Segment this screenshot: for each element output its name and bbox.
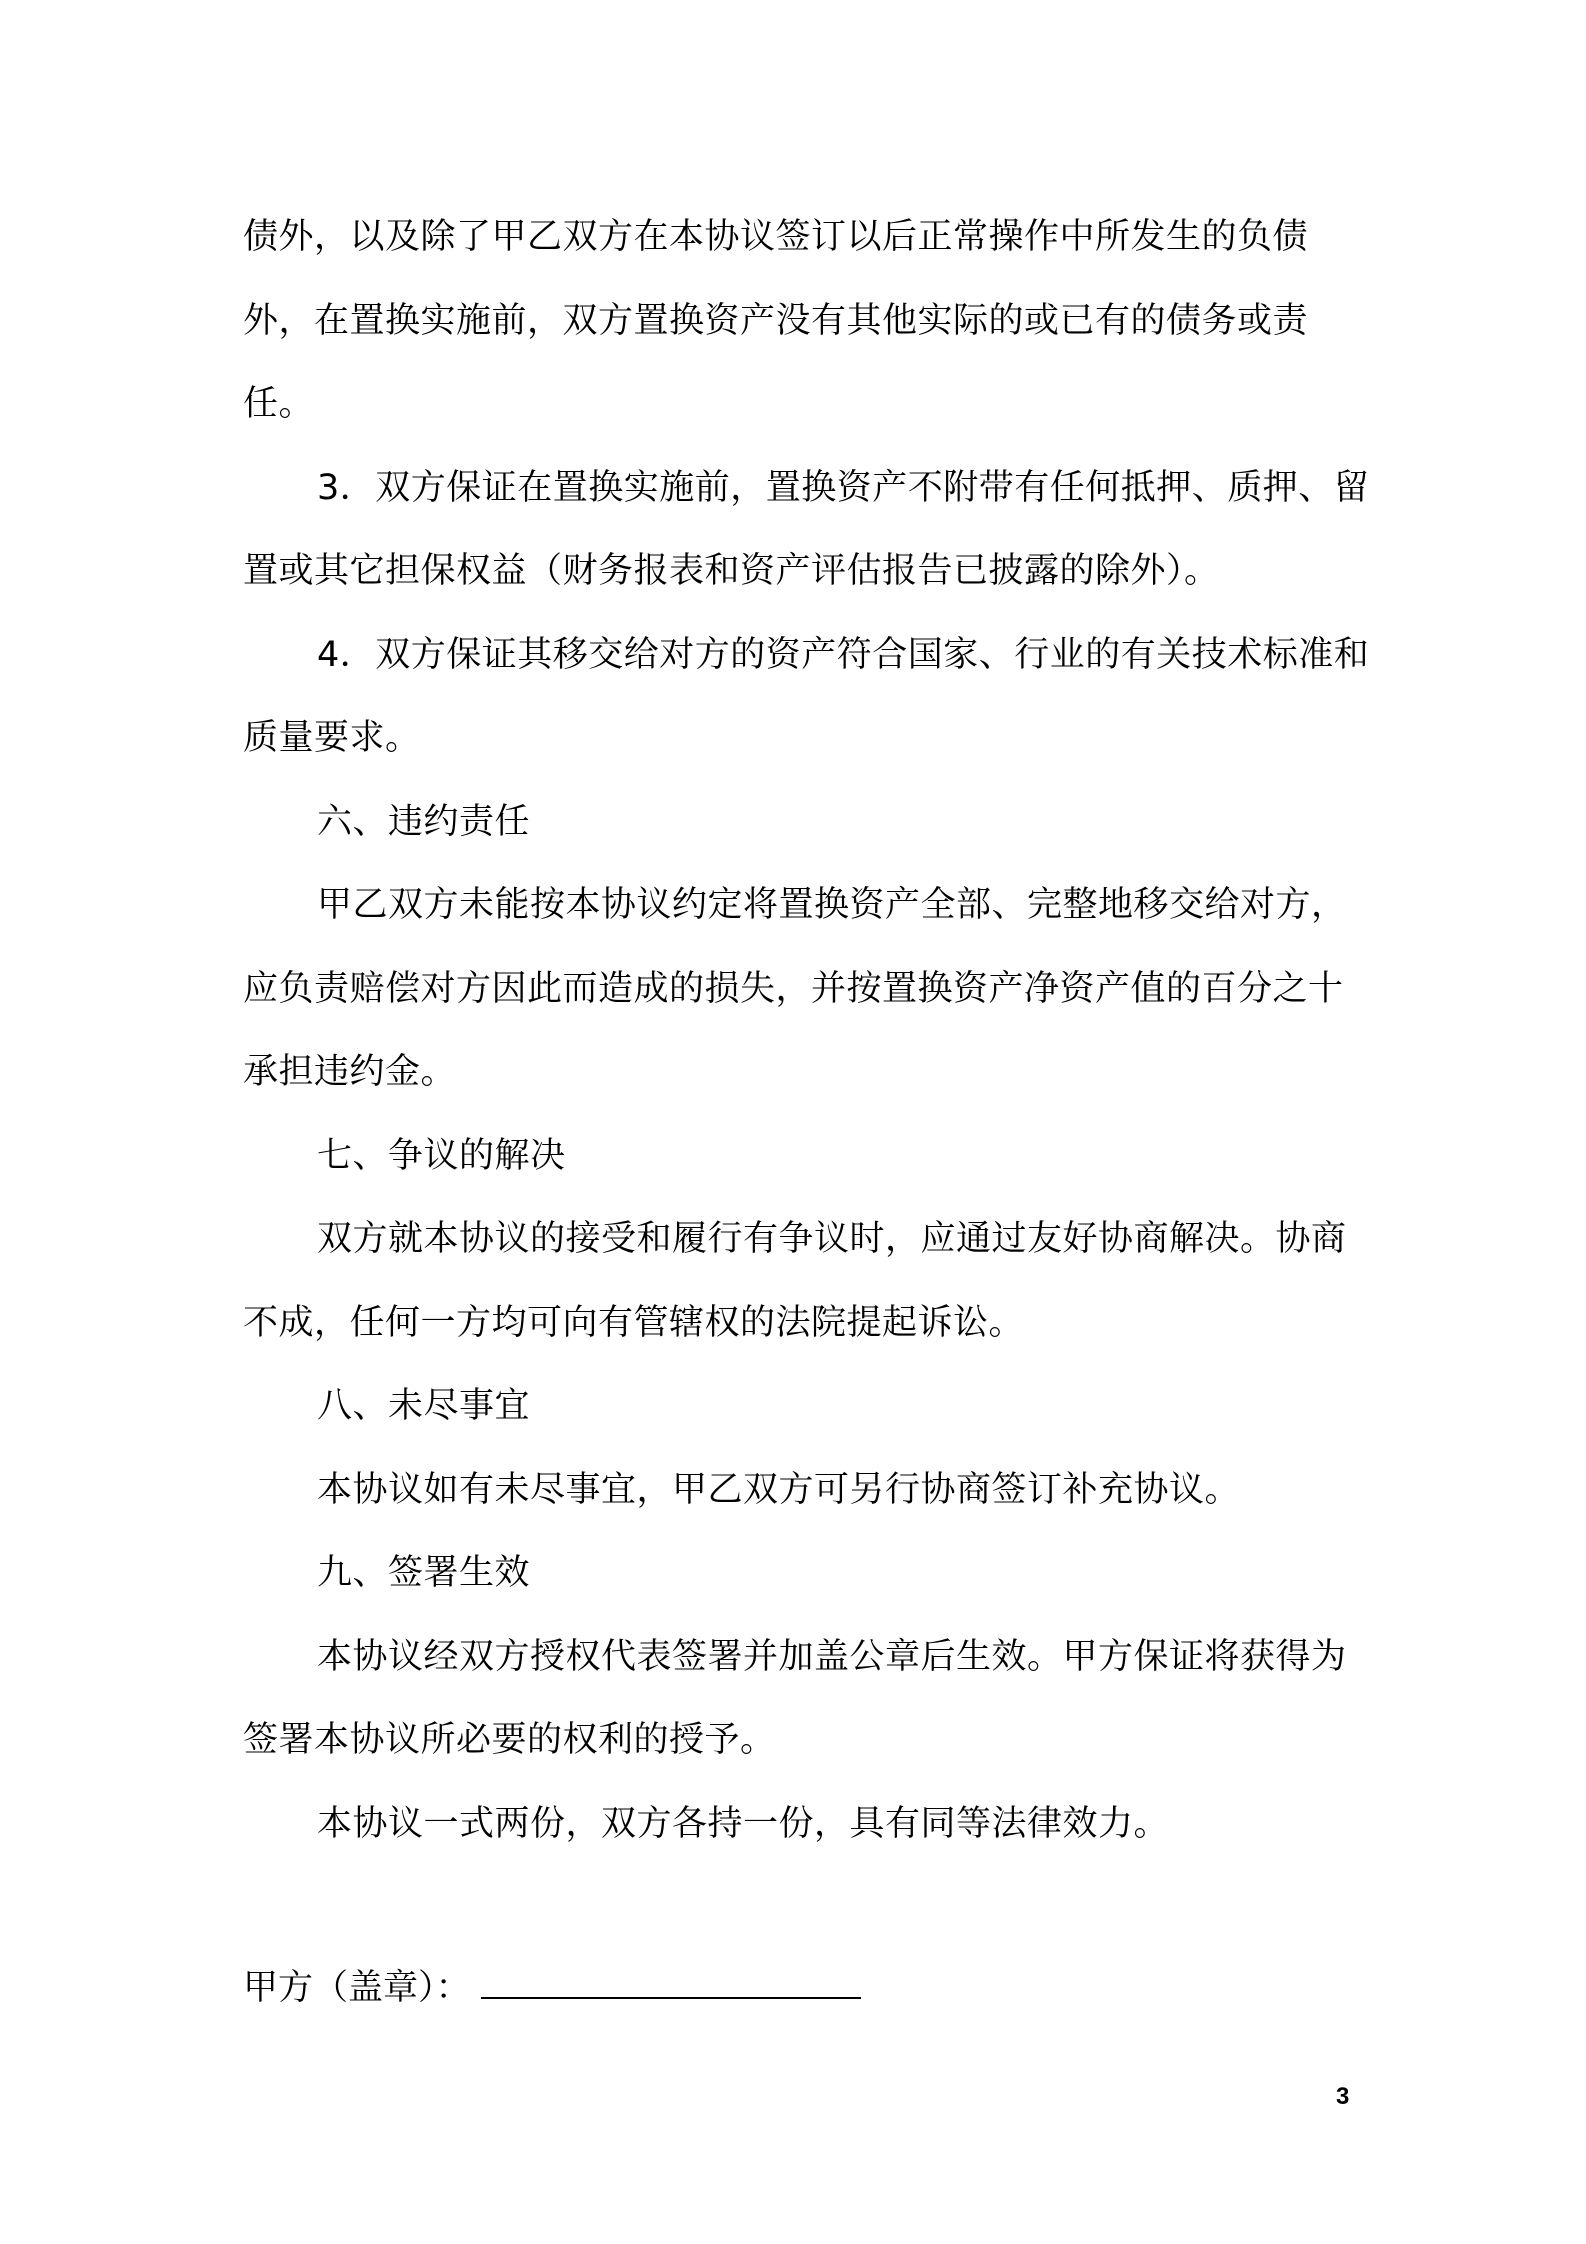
signature-blank-line[interactable]	[481, 1957, 861, 1999]
paragraph-other-matters: 本协议如有未尽事宜，甲乙双方可另行协商签订补充协议。	[317, 1469, 1241, 1510]
page-number: 3	[1336, 2083, 1350, 2110]
section-heading-effectiveness: 九、签署生效	[317, 1553, 531, 1593]
signature-party-a	[243, 1957, 861, 2018]
paragraph-clause-3: 3．双方保证在置换实施前，置换资产不附带有任何抵押、质押、留置或其它担保权益（财务报表和资产评估报告已披露的除外）。	[243, 467, 1370, 591]
document-body	[243, 196, 1373, 1866]
paragraph-copies: 本协议一式两份，双方各持一份，具有同等法律效力。	[317, 1803, 1170, 1844]
paragraph-dispute-resolution: 双方就本协议的接受和履行有争议时，应通过友好协商解决。协商不成，任何一方均可向有管辖权的法院提起诉讼。	[243, 1219, 1347, 1343]
signature-label: 甲方（盖章）：	[243, 1968, 471, 2008]
paragraph-debt-continuation: 债外，以及除了甲乙双方在本协议签订以后正常操作中所发生的负债外，在置换实施前，双方置换资产没有其他实际的或已有的债务或责任。	[243, 217, 1309, 424]
paragraph-breach-liability: 甲乙双方未能按本协议约定将置换资产全部、完整地移交给对方，应负责赔偿对方因此而造成的损失，并按置换资产净资产值的百分之十承担违约金。	[243, 885, 1347, 1092]
section-heading-dispute-resolution: 七、争议的解决	[317, 1135, 566, 1176]
section-heading-breach-liability: 六、违约责任	[317, 801, 531, 842]
paragraph-clause-4: 4．双方保证其移交给对方的资产符合国家、行业的有关技术标准和质量要求。	[243, 634, 1370, 758]
paragraph-effectiveness: 本协议经双方授权代表签署并加盖公章后生效。甲方保证将获得为签署本协议所必要的权利的授予。	[243, 1636, 1347, 1760]
section-heading-other-matters: 八、未尽事宜	[317, 1386, 531, 1426]
